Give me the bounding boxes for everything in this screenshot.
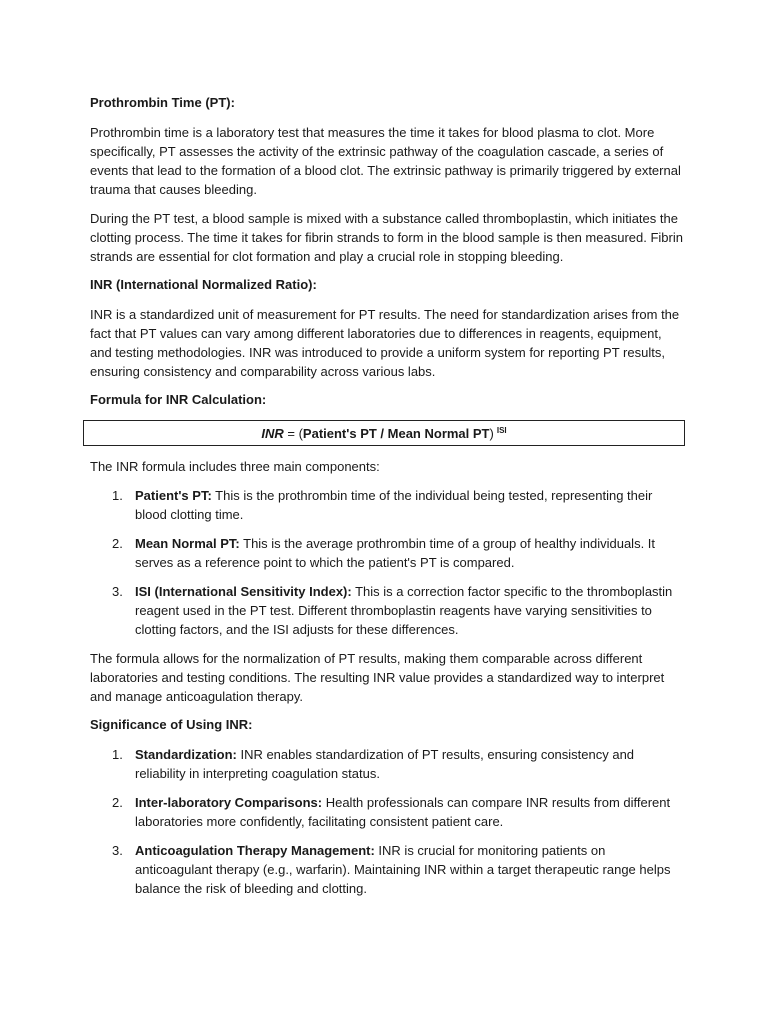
list-number: 1.	[112, 488, 123, 503]
list-item	[90, 841, 684, 898]
formula-conclusion: The formula allows for the normalization of PT results, making them comparable across different laboratories and testing conditions. The resulting INR value provides a standardized way to interpret and manage anticoagulation therapy.	[90, 651, 665, 704]
list-item	[90, 793, 684, 831]
list-text: This is the prothrombin time of the individual being tested, representing their blood clotting time.	[135, 488, 653, 522]
significance-heading: Significance of Using INR:	[90, 717, 253, 732]
list-number: 1.	[112, 747, 123, 762]
formula-close-paren: )	[489, 426, 494, 441]
pt-paragraph-1: Prothrombin time is a laboratory test that measures the time it takes for blood plasma to clot. More specifically, PT assesses the activity of the extrinsic pathway of the coagulation cascade, a series of events that lead to the formation of a blood clot. The extrinsic pathway is primarily triggered by external trauma that causes bleeding.	[90, 125, 681, 197]
formula-open-paren: (	[298, 426, 303, 441]
list-text: INR is crucial for monitoring patients on anticoagulant therapy (e.g., warfarin). Maintaining INR within a target therapeutic range helps balance the risk of bleeding and clotting.	[135, 843, 671, 896]
list-text: This is a correction factor specific to the thromboplastin reagent used in the PT test. Different thromboplastin reagents have varying sensitivities to clotting factors, and the ISI adjusts for these differences.	[135, 584, 673, 637]
list-number: 3.	[112, 843, 123, 858]
list-item	[90, 582, 684, 639]
list-item	[90, 534, 684, 572]
inr-formula-box	[83, 420, 685, 446]
list-item	[90, 486, 684, 524]
list-term: Patient's PT:	[135, 488, 212, 503]
list-term: Mean Normal PT:	[135, 536, 240, 551]
list-number: 3.	[112, 584, 123, 599]
pt-paragraph-2: During the PT test, a blood sample is mixed with a substance called thromboplastin, which initiates the clotting process. The time it takes for fibrin strands to form in the blood sample is then measured. Fibrin strands are essential for clot formation and play a crucial role in stopping bleeding.	[90, 211, 683, 264]
inr-heading: INR (International Normalized Ratio):	[90, 277, 317, 292]
list-term: Standardization:	[135, 747, 237, 762]
list-term: ISI (International Sensitivity Index):	[135, 584, 352, 599]
list-term: Inter-laboratory Comparisons:	[135, 795, 323, 810]
formula-body: Patient's PT / Mean Normal PT	[302, 426, 490, 441]
list-number: 2.	[112, 536, 123, 551]
list-number: 2.	[112, 795, 123, 810]
formula-intro: The INR formula includes three main components:	[90, 459, 380, 474]
significance-list	[90, 745, 684, 898]
formula-variable: INR	[261, 426, 284, 441]
list-term: Anticoagulation Therapy Management:	[135, 843, 375, 858]
list-item	[90, 745, 684, 783]
formula-equals: =	[283, 426, 299, 441]
formula-heading: Formula for INR Calculation:	[90, 392, 267, 407]
list-text: This is the average prothrombin time of a group of healthy individuals. It serves as a reference point to which the patient's PT is compared.	[135, 536, 656, 570]
list-text: INR enables standardization of PT results, ensuring consistency and reliability in interpreting coagulation status.	[135, 747, 635, 781]
components-list	[90, 486, 684, 639]
inr-paragraph: INR is a standardized unit of measurement for PT results. The need for standardization arises from the fact that PT values can vary among different laboratories due to differences in reagents, equipment, and testing methodologies. INR was introduced to provide a uniform system for reporting PT results, ensuring consistency and comparability across various labs.	[90, 307, 680, 379]
pt-heading: Prothrombin Time (PT):	[90, 95, 235, 110]
list-text: Health professionals can compare INR results from different laboratories more confidently, facilitating consistent patient care.	[135, 795, 671, 829]
formula-exponent: ISI	[496, 426, 507, 435]
